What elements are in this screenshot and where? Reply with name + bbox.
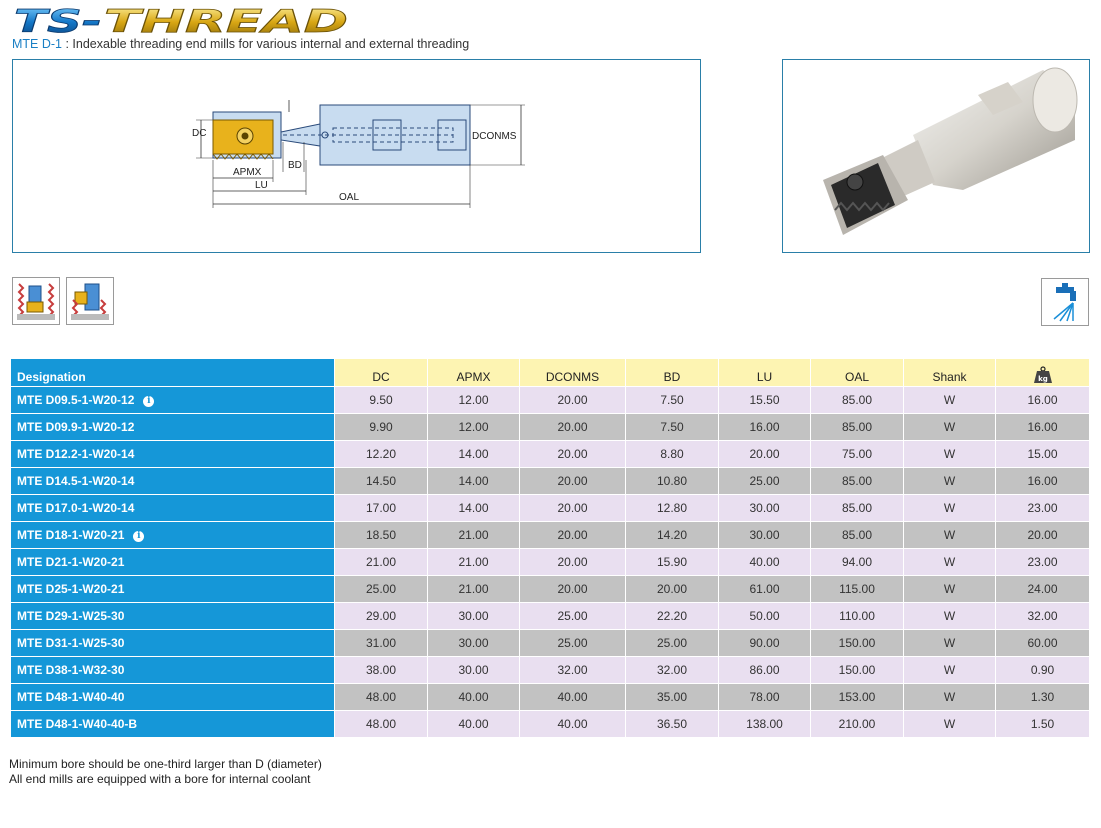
header-apmx: APMX	[428, 359, 520, 387]
designation-cell	[11, 603, 335, 630]
dconms-cell: 40.00	[520, 711, 626, 738]
header-weight	[996, 359, 1090, 387]
lu-cell: 138.00	[719, 711, 811, 738]
apmx-cell: 21.00	[428, 549, 520, 576]
designation-text: MTE D12.2-1-W20-14	[17, 447, 135, 461]
weight-cell: 16.00	[996, 468, 1090, 495]
designation-text: MTE D29-1-W25-30	[17, 609, 125, 623]
dc-cell: 18.50	[335, 522, 428, 549]
apmx-cell: 30.00	[428, 603, 520, 630]
product-photo-panel	[782, 59, 1090, 253]
oal-cell: 85.00	[811, 387, 904, 414]
bd-cell: 12.80	[626, 495, 719, 522]
dc-cell: 31.00	[335, 630, 428, 657]
bd-cell: 22.20	[626, 603, 719, 630]
designation-cell	[11, 522, 335, 549]
svg-text:TS-: TS-	[14, 6, 102, 36]
shank-cell: W	[904, 441, 996, 468]
external-threading-icon	[66, 277, 114, 325]
table-row	[11, 522, 1090, 549]
weight-cell: 23.00	[996, 549, 1090, 576]
bd-cell: 36.50	[626, 711, 719, 738]
header-shank: Shank	[904, 359, 996, 387]
dim-label-bd: BD	[288, 160, 302, 171]
designation-cell	[11, 414, 335, 441]
bd-cell: 14.20	[626, 522, 719, 549]
header-oal: OAL	[811, 359, 904, 387]
bd-cell: 15.90	[626, 549, 719, 576]
dc-cell: 12.20	[335, 441, 428, 468]
weight-cell: 16.00	[996, 387, 1090, 414]
weight-cell: 15.00	[996, 441, 1090, 468]
oal-cell: 94.00	[811, 549, 904, 576]
dc-cell: 9.50	[335, 387, 428, 414]
shank-cell: W	[904, 576, 996, 603]
info-icon[interactable]: i	[133, 531, 144, 542]
dconms-cell: 25.00	[520, 603, 626, 630]
oal-cell: 85.00	[811, 414, 904, 441]
header-dconms: DCONMS	[520, 359, 626, 387]
oal-cell: 115.00	[811, 576, 904, 603]
note-coolant: All end mills are equipped with a bore for internal coolant	[9, 772, 311, 786]
table-row	[11, 414, 1090, 441]
dconms-cell: 20.00	[520, 414, 626, 441]
lu-cell: 16.00	[719, 414, 811, 441]
designation-cell	[11, 711, 335, 738]
weight-cell: 16.00	[996, 414, 1090, 441]
header-dc: DC	[335, 359, 428, 387]
bd-cell: 8.80	[626, 441, 719, 468]
weight-cell: 20.00	[996, 522, 1090, 549]
dc-cell: 14.50	[335, 468, 428, 495]
table-row	[11, 657, 1090, 684]
table-row	[11, 630, 1090, 657]
dc-cell: 25.00	[335, 576, 428, 603]
weight-cell: 23.00	[996, 495, 1090, 522]
dconms-cell: 25.00	[520, 630, 626, 657]
apmx-cell: 30.00	[428, 630, 520, 657]
lu-cell: 30.00	[719, 522, 811, 549]
apmx-cell: 12.00	[428, 387, 520, 414]
shank-cell: W	[904, 630, 996, 657]
designation-text: MTE D31-1-W25-30	[17, 636, 125, 650]
dim-label-oal: OAL	[339, 192, 360, 203]
dc-cell: 17.00	[335, 495, 428, 522]
designation-text: MTE D18-1-W20-21	[17, 528, 125, 542]
oal-cell: 210.00	[811, 711, 904, 738]
lu-cell: 25.00	[719, 468, 811, 495]
bd-cell: 35.00	[626, 684, 719, 711]
header-bd: BD	[626, 359, 719, 387]
designation-cell	[11, 549, 335, 576]
designation-cell	[11, 657, 335, 684]
product-description: : Indexable threading end mills for various internal and external threading	[62, 37, 470, 51]
oal-cell: 110.00	[811, 603, 904, 630]
apmx-cell: 40.00	[428, 684, 520, 711]
designation-cell	[11, 630, 335, 657]
designation-text: MTE D17.0-1-W20-14	[17, 501, 135, 515]
designation-text: MTE D48-1-W40-40-B	[17, 717, 138, 731]
bd-cell: 7.50	[626, 387, 719, 414]
shank-cell: W	[904, 549, 996, 576]
svg-text:THREAD: THREAD	[104, 6, 348, 36]
designation-cell	[11, 441, 335, 468]
dim-label-dconms: DCONMS	[472, 131, 517, 142]
lu-cell: 90.00	[719, 630, 811, 657]
apmx-cell: 12.00	[428, 414, 520, 441]
dconms-cell: 20.00	[520, 441, 626, 468]
bd-cell: 20.00	[626, 576, 719, 603]
specification-table	[10, 358, 1090, 738]
shank-cell: W	[904, 522, 996, 549]
oal-cell: 85.00	[811, 468, 904, 495]
footnotes	[9, 757, 322, 787]
lu-cell: 40.00	[719, 549, 811, 576]
lu-cell: 15.50	[719, 387, 811, 414]
apmx-cell: 21.00	[428, 522, 520, 549]
dc-cell: 48.00	[335, 684, 428, 711]
shank-cell: W	[904, 684, 996, 711]
table-row	[11, 495, 1090, 522]
table-row	[11, 711, 1090, 738]
apmx-cell: 14.00	[428, 495, 520, 522]
coolant-icon	[1041, 278, 1089, 326]
shank-cell: W	[904, 711, 996, 738]
table-row	[11, 603, 1090, 630]
table-body	[11, 387, 1090, 738]
technical-drawing-panel	[12, 59, 701, 253]
header-designation: Designation	[11, 359, 335, 387]
weight-cell: 1.30	[996, 684, 1090, 711]
lu-cell: 20.00	[719, 441, 811, 468]
lu-cell: 86.00	[719, 657, 811, 684]
dc-cell: 29.00	[335, 603, 428, 630]
ts-thread-logo	[12, 6, 352, 36]
dim-label-lu: LU	[255, 180, 268, 191]
bd-cell: 25.00	[626, 630, 719, 657]
designation-text: MTE D48-1-W40-40	[17, 690, 125, 704]
info-icon[interactable]: i	[143, 396, 154, 407]
dconms-cell: 32.00	[520, 657, 626, 684]
table-header-row	[11, 359, 1090, 387]
table-row	[11, 387, 1090, 414]
table-row	[11, 549, 1090, 576]
apmx-cell: 30.00	[428, 657, 520, 684]
oal-cell: 153.00	[811, 684, 904, 711]
weight-cell: 24.00	[996, 576, 1090, 603]
shank-cell: W	[904, 387, 996, 414]
table-row	[11, 468, 1090, 495]
designation-text: MTE D14.5-1-W20-14	[17, 474, 135, 488]
dconms-cell: 20.00	[520, 576, 626, 603]
lu-cell: 78.00	[719, 684, 811, 711]
apmx-cell: 40.00	[428, 711, 520, 738]
designation-cell	[11, 495, 335, 522]
bd-cell: 10.80	[626, 468, 719, 495]
designation-text: MTE D21-1-W20-21	[17, 555, 125, 569]
designation-text: MTE D09.9-1-W20-12	[17, 420, 135, 434]
bd-cell: 32.00	[626, 657, 719, 684]
dconms-cell: 20.00	[520, 387, 626, 414]
table-row	[11, 576, 1090, 603]
dc-cell: 38.00	[335, 657, 428, 684]
designation-cell	[11, 468, 335, 495]
bd-cell: 7.50	[626, 414, 719, 441]
designation-cell	[11, 684, 335, 711]
lu-cell: 50.00	[719, 603, 811, 630]
weight-cell: 1.50	[996, 711, 1090, 738]
note-min-bore: Minimum bore should be one-third larger than D (diameter)	[9, 757, 322, 771]
lu-cell: 30.00	[719, 495, 811, 522]
dc-cell: 21.00	[335, 549, 428, 576]
shank-cell: W	[904, 495, 996, 522]
dconms-cell: 20.00	[520, 468, 626, 495]
weight-icon-label: kg	[1037, 375, 1048, 383]
product-photo	[783, 60, 1091, 254]
oal-cell: 85.00	[811, 522, 904, 549]
dconms-cell: 20.00	[520, 495, 626, 522]
weight-icon	[1033, 366, 1053, 384]
shank-cell: W	[904, 414, 996, 441]
oal-cell: 150.00	[811, 630, 904, 657]
dim-label-dc: DC	[192, 128, 207, 139]
header-lu: LU	[719, 359, 811, 387]
oal-cell: 150.00	[811, 657, 904, 684]
dc-cell: 9.90	[335, 414, 428, 441]
oal-cell: 85.00	[811, 495, 904, 522]
apmx-cell: 14.00	[428, 468, 520, 495]
designation-cell	[11, 576, 335, 603]
dconms-cell: 20.00	[520, 522, 626, 549]
product-code: MTE D-1	[12, 37, 62, 51]
weight-cell: 60.00	[996, 630, 1090, 657]
apmx-cell: 14.00	[428, 441, 520, 468]
dim-label-apmx: APMX	[233, 167, 262, 178]
technical-drawing	[13, 60, 702, 254]
dconms-cell: 20.00	[520, 549, 626, 576]
table-row	[11, 441, 1090, 468]
designation-cell	[11, 387, 335, 414]
table-row	[11, 684, 1090, 711]
internal-threading-icon	[12, 277, 60, 325]
dc-cell: 48.00	[335, 711, 428, 738]
weight-cell: 0.90	[996, 657, 1090, 684]
designation-text: MTE D09.5-1-W20-12	[17, 393, 135, 407]
designation-text: MTE D25-1-W20-21	[17, 582, 125, 596]
product-subtitle	[12, 37, 469, 51]
oal-cell: 75.00	[811, 441, 904, 468]
shank-cell: W	[904, 468, 996, 495]
shank-cell: W	[904, 603, 996, 630]
dconms-cell: 40.00	[520, 684, 626, 711]
weight-cell: 32.00	[996, 603, 1090, 630]
lu-cell: 61.00	[719, 576, 811, 603]
apmx-cell: 21.00	[428, 576, 520, 603]
designation-text: MTE D38-1-W32-30	[17, 663, 125, 677]
shank-cell: W	[904, 657, 996, 684]
